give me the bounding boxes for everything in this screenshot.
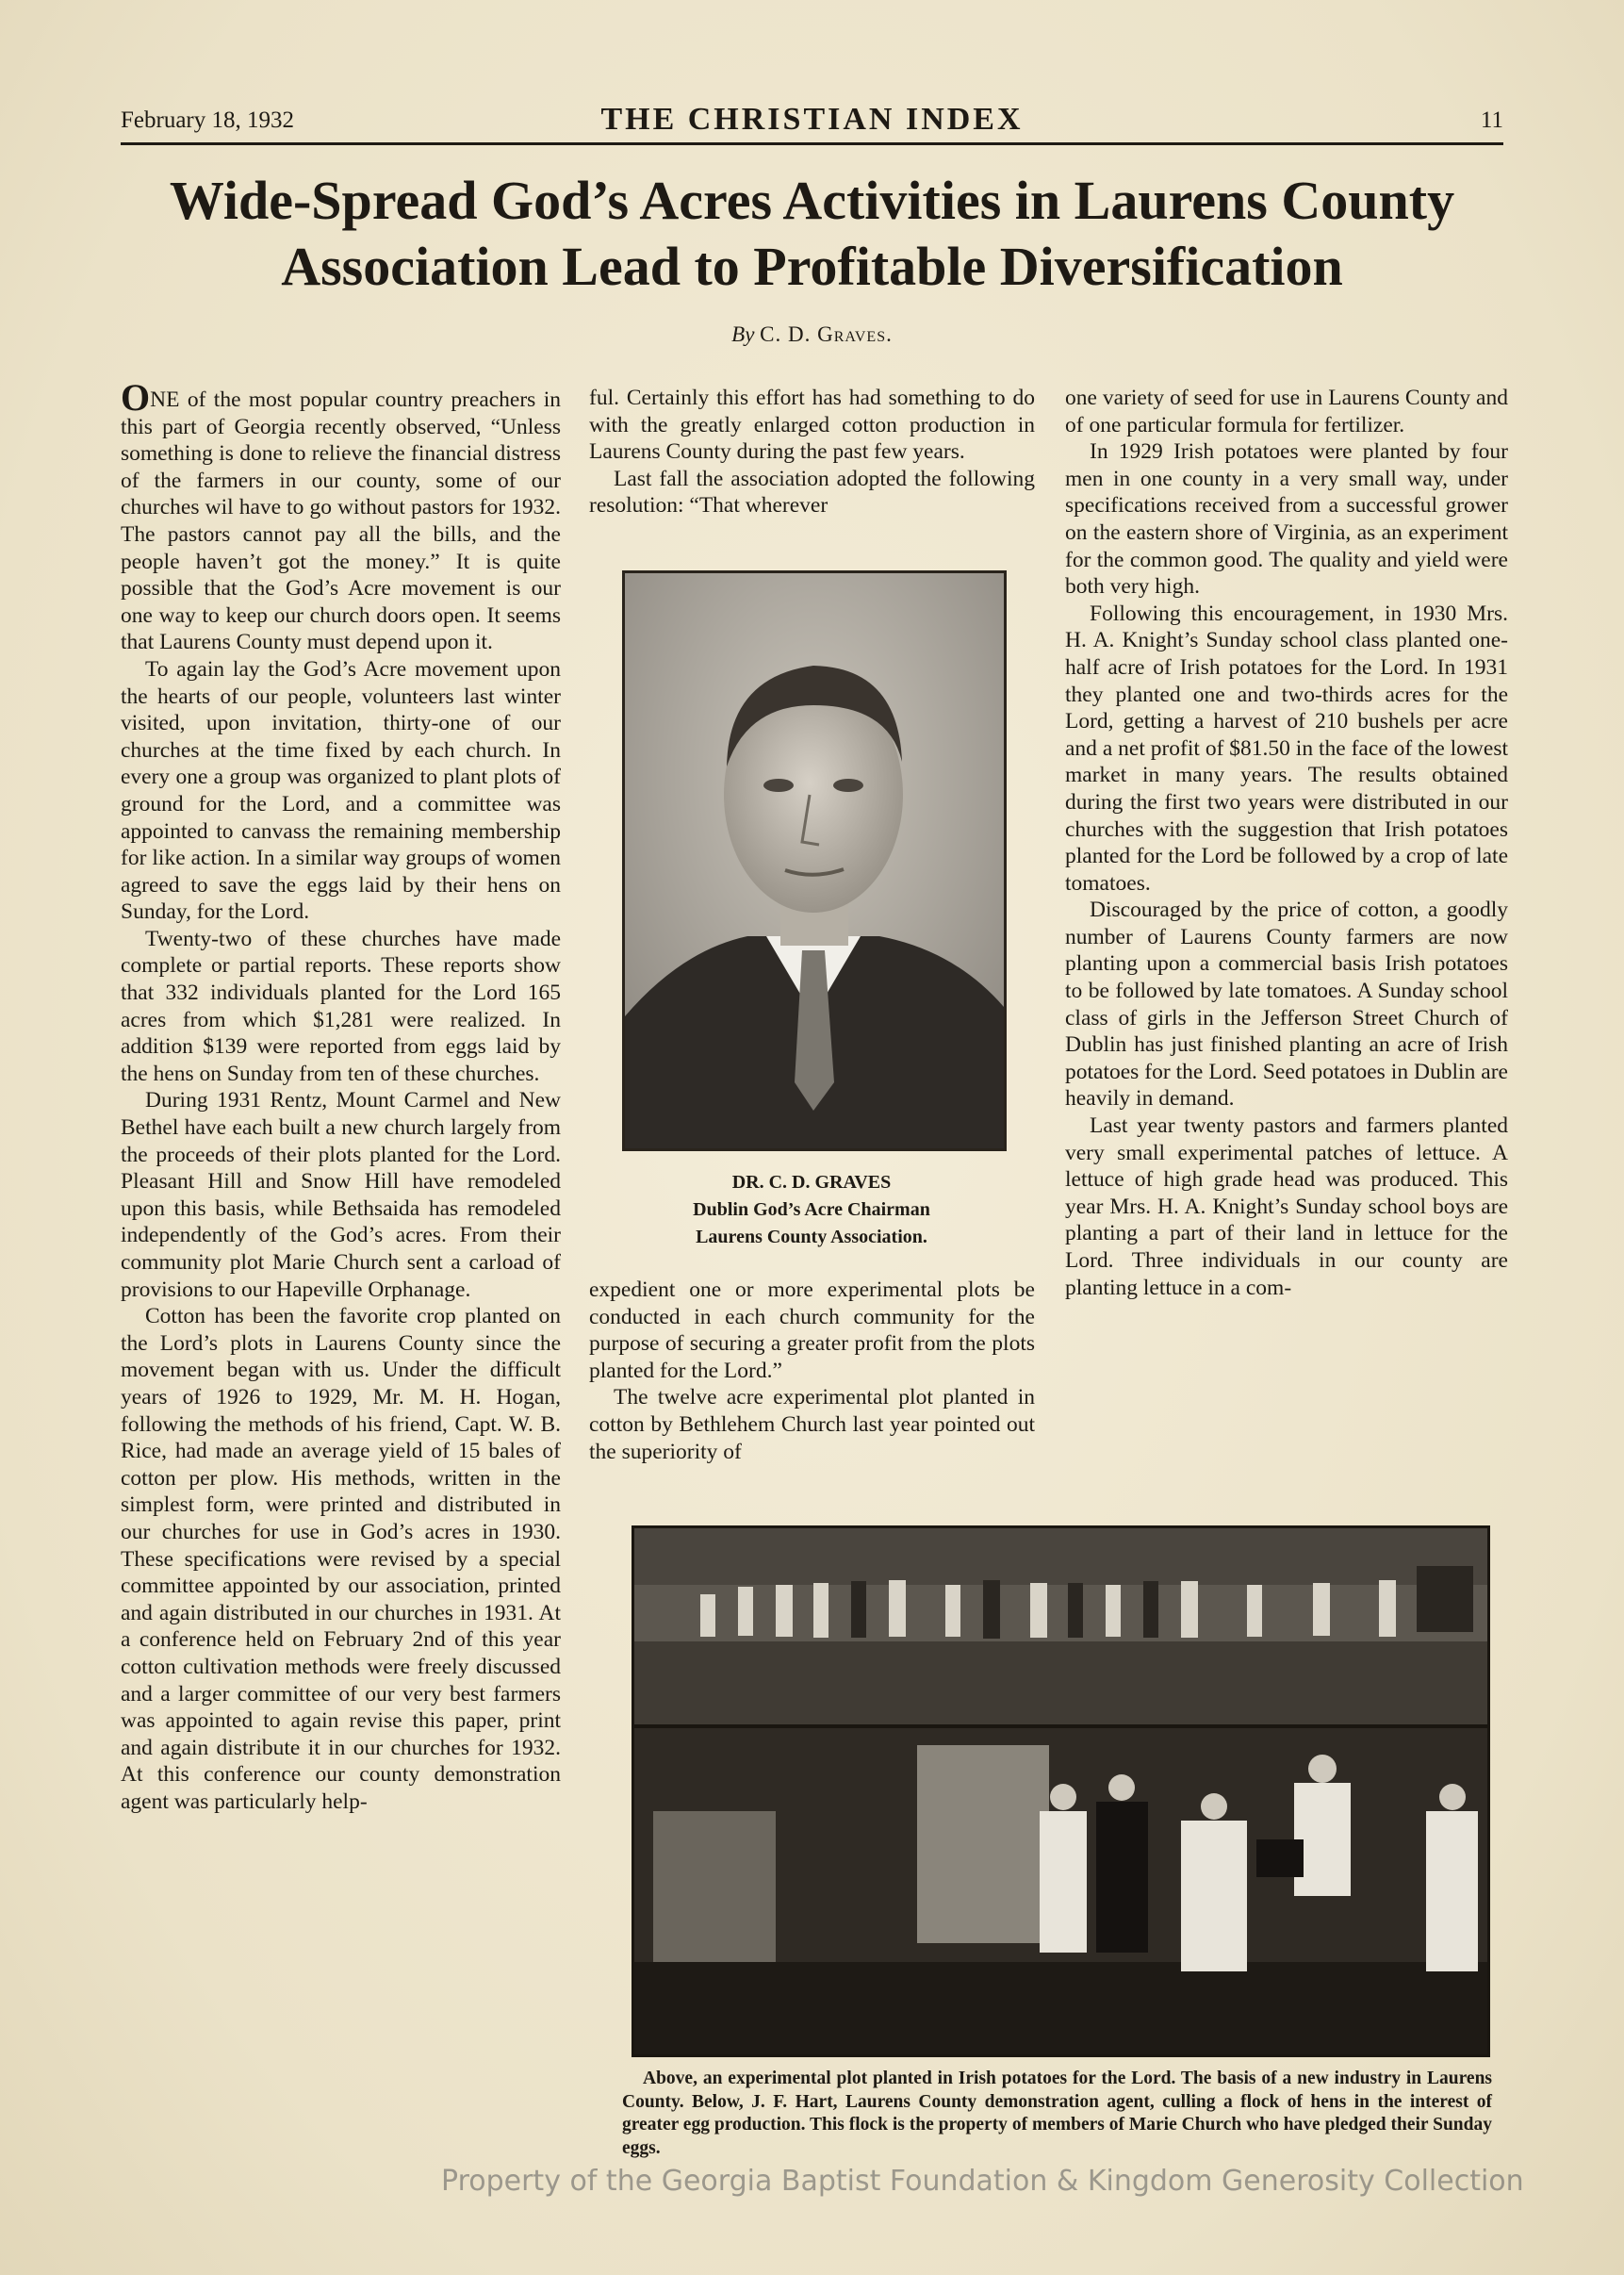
caption-org: Laurens County Association.	[696, 1227, 927, 1247]
paragraph: During 1931 Rentz, Mount Carmel and New Bethel have each built a new church largely from the proceeds of their plots planted for the Lord. Pleasant Hill and Snow Hill have remodeled upon this basis, while Bethsaida has remodeled independently of the God’s acres. From their community plot Marie Church sent a carload of provisions to our Hapeville Orphanage.	[121, 1088, 561, 1302]
caption-title: Dublin God’s Acre Chairman	[693, 1199, 930, 1220]
portrait-caption	[603, 1169, 1020, 1251]
column-2-top	[589, 385, 1035, 519]
article-headline: Wide-Spread God’s Acres Activities in Laurens County Association Lead to Profitable Diversification	[169, 170, 1455, 297]
paragraph: Twenty-two of these churches have made complete or partial reports. These reports show that 332 individuals planted for the Lord 165 acres from which $1,281 were realized. In addition $139 were reported from eggs laid by the hens on Sunday from ten of these churches.	[121, 926, 561, 1086]
paragraph	[121, 376, 561, 656]
paragraph: Discouraged by the price of cotton, a goodly number of Laurens County farmers are now planting upon a commercial basis Irish potatoes to be followed by late tomatoes. A Sunday school class of girls in the Jefferson Street Church of Dublin has just finished planting an acre of Irish potatoes for the Lord. Seed potatoes in Dublin are heavily in demand.	[1065, 898, 1508, 1112]
publication-title: THE CHRISTIAN INDEX	[600, 102, 1024, 137]
paragraph: The twelve acre experimental plot planted in cotton by Bethlehem Church last year pointed out the superiority of	[589, 1385, 1035, 1464]
photo-caption: Above, an experimental plot planted in Irish potatoes for the Lord. The basis of a new industry in Laurens County. Below, J. F. Hart, Laurens County demonstration agent, culling a flock of hens in the interest of greater egg production. This flock is the property of members of Marie Church who have pledged their Sunday eggs.	[622, 2069, 1492, 2158]
column-1	[121, 376, 561, 1815]
drop-cap: O	[121, 376, 151, 419]
paragraph-text: NE of the most popular country preachers in this part of Georgia recently observed, “Unless something is done to relieve the financial distress of the farmers in our county, some of our churches wil have to go without pastors for 1932. The pastors cannot pay all the bills, and the people haven’t got the money.” It is quite possible that the God’s Acre movement is our one way to keep our church doors open. It seems that Laurens County must depend upon it.	[121, 387, 561, 655]
byline-author: C. D. Graves.	[760, 322, 893, 346]
paragraph: To again lay the God’s Acre movement upon the hearts of our people, volunteers last winter visited, upon invitation, thirty-one of our churches at the time fixed by each church. In every one a group was organized to plant plots of ground for the Lord, and a committee was appointed to canvass the remaining membership for like action. In a similar way groups of women agreed to save the eggs laid by their hens on Sunday, for the Lord.	[121, 656, 561, 925]
paragraph: Last fall the association adopted the following resolution: “That wherever	[589, 466, 1035, 519]
watermark: Property of the Georgia Baptist Foundation & Kingdom Generosity Collection	[441, 2165, 1524, 2198]
page-number: 11	[1480, 107, 1503, 133]
paragraph: Last year twenty pastors and farmers planted very small experimental patches of lettuce. A lettuce of high grade head was produced. This year Mrs. H. A. Knight’s Sunday school boys are planting a part of their land in lettuce for the Lord. Three individuals in our county are planting lettuce in a com-	[1065, 1113, 1508, 1300]
portrait-photo	[622, 570, 1007, 1151]
column-2-bottom	[589, 1277, 1035, 1465]
caption-name: DR. C. D. GRAVES	[731, 1172, 892, 1193]
paragraph: expedient one or more experimental plots be conducted in each church community for the purpose of securing a greater profit from the plots planted for the Lord.”	[589, 1278, 1035, 1383]
byline	[0, 322, 1624, 347]
paragraph: Following this encouragement, in 1930 Mrs. H. A. Knight’s Sunday school class planted one-half acre of Irish potatoes for the Lord. In 1931 they planted one and two-thirds acres for the Lord, getting a harvest of 210 bushels per acre and a net profit of $81.50 in the face of the lowest market in many years. The results obtained during the first two years were distributed in our churches with the suggestion that Irish potatoes planted for the Lord be followed by a crop of late tomatoes.	[1065, 601, 1508, 896]
farm-photos	[632, 1525, 1490, 2057]
paragraph: Cotton has been the favorite crop planted on the Lord’s plots in Laurens County since the movement began with us. Under the difficult years of 1926 to 1929, Mr. M. H. Hogan, following the methods of his friend, Capt. W. B. Rice, had made an average yield of 15 bales of cotton per plow. His methods, written in the simplest form, were printed and distributed in our churches for use in God’s acres in 1930. These specifications were revised by a special committee appointed by our association, printed and again distributed in our churches in 1931. At a conference held on February 2nd of this year cotton cultivation methods were freely discussed and a larger committee of our very best farmers was appointed to again revise this paper, print and again distribute it in our churches for 1932. At this conference our county demonstration agent was particularly help-	[121, 1304, 561, 1814]
portrait-image	[625, 573, 1004, 1148]
paragraph: In 1929 Irish potatoes were planted by four men in one county in a very small way, under specifications received from a successful grower on the eastern shore of Virginia, as an experiment for the common good. The quality and yield were both very high.	[1065, 439, 1508, 600]
paragraph: ful. Certainly this effort has had something to do with the greatly enlarged cotton production in Laurens County during the past few years.	[589, 386, 1035, 465]
column-3	[1065, 385, 1508, 1301]
header-rule	[121, 142, 1503, 145]
running-header	[121, 102, 1503, 140]
paragraph: one variety of seed for use in Laurens County and of one particular formula for fertilizer.	[1065, 386, 1508, 437]
farm-photos-image	[634, 1528, 1487, 2054]
issue-date: February 18, 1932	[121, 107, 294, 133]
byline-prefix: By	[731, 322, 755, 346]
